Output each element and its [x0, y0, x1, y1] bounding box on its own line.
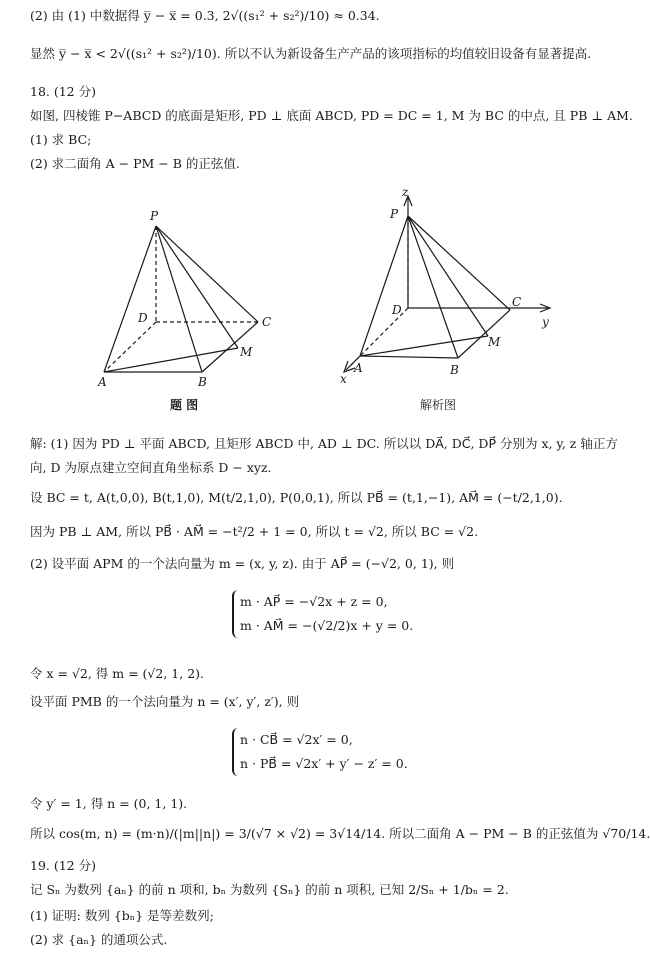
- prev-answer-line-2: 显然 y̅ − x̅ < 2√((s₁² + s₂²)/10). 所以不认为新设备生产产品的该项指标的均值较旧设备有显著提高.: [30, 46, 592, 61]
- solution-line-2: 向, D 为原点建立空间直角坐标系 D − xyz.: [30, 460, 272, 475]
- prev-answer-line-1: (2) 由 (1) 中数据得 y̅ − x̅ = 0.3, 2√((s₁² + s₂²)/10) ≈ 0.34.: [30, 8, 380, 23]
- q19-part2: (2) 求 {aₙ} 的通项公式.: [30, 932, 168, 947]
- label-A-2: A: [354, 361, 363, 375]
- label-C: C: [262, 315, 272, 329]
- coordinate-figure: [330, 186, 560, 386]
- label-M: M: [240, 345, 253, 359]
- q18-part1: (1) 求 BC;: [30, 132, 92, 147]
- figure1-caption: 题 图: [170, 398, 199, 412]
- pyramid-figure: [90, 200, 290, 390]
- label-D: D: [138, 311, 148, 325]
- figure2-caption: 解析图: [420, 398, 457, 412]
- equation-m-am: m · AM⃗ = −(√2/2)x + y = 0.: [240, 618, 414, 633]
- solution-line-3: 设 BC = t, A(t,0,0), B(t,1,0), M(t/2,1,0), P(0,0,1), 所以 PB⃗ = (t,1,−1), AM⃗ = (−t/2,1,0).: [30, 490, 563, 505]
- equation-m-ap: m · AP⃗ = −√2x + z = 0,: [240, 594, 388, 609]
- solution-line-4: 因为 PB ⊥ AM, 所以 PB⃗ · AM⃗ = −t²/2 + 1 = 0, 所以 t = √2, 所以 BC = √2.: [30, 524, 479, 539]
- label-P: P: [150, 209, 159, 223]
- equation-system-m: [232, 590, 413, 638]
- solution-line-6: 令 x = √2, 得 m = (√2, 1, 2).: [30, 666, 204, 681]
- solution-line-1: 解: (1) 因为 PD ⊥ 平面 ABCD, 且矩形 ABCD 中, AD ⊥ DC. 所以以 DA⃗, DC⃗, DP⃗ 分别为 x, y, z 轴正方: [30, 436, 618, 451]
- label-D-2: D: [392, 303, 402, 317]
- solution-line-8: 令 y′ = 1, 得 n = (0, 1, 1).: [30, 796, 188, 811]
- equation-system-n: [232, 728, 408, 776]
- solution-line-7: 设平面 PMB 的一个法向量为 n = (x′, y′, z′), 则: [30, 694, 300, 709]
- q18-part2: (2) 求二面角 A − PM − B 的正弦值.: [30, 156, 240, 171]
- solution-line-5: (2) 设平面 APM 的一个法向量为 m = (x, y, z). 由于 AP⃗ = (−√2, 0, 1), 则: [30, 556, 455, 571]
- equation-n-pb: n · PB⃗ = √2x′ + y′ − z′ = 0.: [240, 756, 408, 771]
- equation-n-cb: n · CB⃗ = √2x′ = 0,: [240, 732, 353, 747]
- q19-stem: 记 Sₙ 为数列 {aₙ} 的前 n 项和, bₙ 为数列 {Sₙ} 的前 n 项积, 已知 2/Sₙ + 1/bₙ = 2.: [30, 882, 509, 897]
- label-B-2: B: [450, 363, 459, 377]
- axis-x-label: x: [340, 372, 347, 386]
- q18-heading: 18. (12 分): [30, 84, 96, 99]
- label-B: B: [198, 375, 207, 389]
- axis-y-label: y: [542, 315, 549, 329]
- label-P-2: P: [390, 207, 399, 221]
- solution-line-9: 所以 cos(m, n) = (m·n)/(|m||n|) = 3/(√7 × √2) = 3√14/14. 所以二面角 A − PM − B 的正弦值为 √70/14.: [30, 826, 650, 841]
- label-C-2: C: [512, 295, 522, 309]
- label-M-2: M: [488, 335, 501, 349]
- q19-part1: (1) 证明: 数列 {bₙ} 是等差数列;: [30, 908, 214, 923]
- axis-z-label: z: [402, 186, 409, 199]
- label-A: A: [98, 375, 107, 389]
- q19-heading: 19. (12 分): [30, 858, 96, 873]
- q18-stem: 如图, 四棱锥 P−ABCD 的底面是矩形, PD ⊥ 底面 ABCD, PD = DC = 1, M 为 BC 的中点, 且 PB ⊥ AM.: [30, 108, 633, 123]
